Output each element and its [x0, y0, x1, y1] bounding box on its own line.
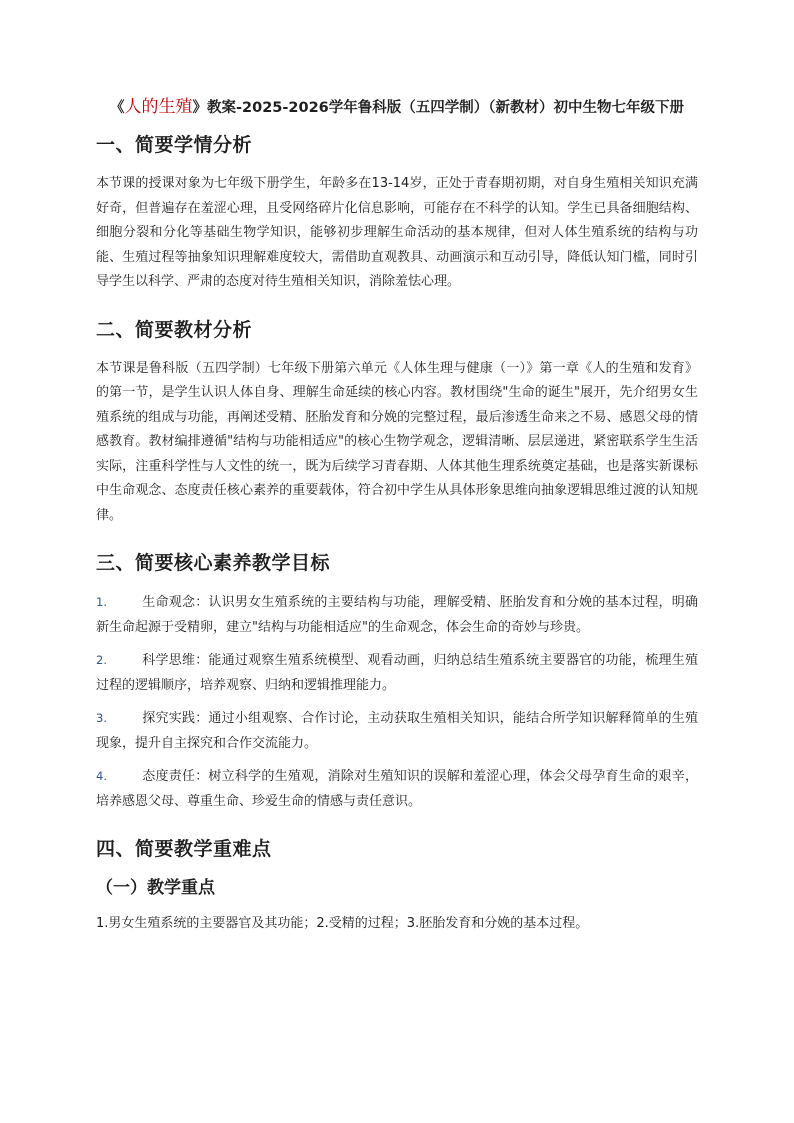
list-item: [96, 706, 698, 756]
section-paragraph: 本节课是鲁科版（五四学制）七年级下册第六单元《人体生理与健康（一）》第一章《人的生殖和发育》的第一节，是学生认识人体自身、理解生命延续的核心内容。教材围绕"生命的诞生"展开，先介绍男女生殖系统的组成与功能，再阐述受精、胚胎发育和分娩的完整过程，最后渗透生命来之不易、感恩父母的情感教育。教材编排遵循"结构与功能相适应"的核心生物学观念，逻辑清晰、层层递进，紧密联系学生生活实际，注重科学性与人文性的统一，既为后续学习青春期、人体其他生理系统奠定基础，也是落实新课标中生命观念、态度责任核心素养的重要载体，符合初中学生从具体形象思维向抽象逻辑思维过渡的认知规律。: [96, 360, 698, 523]
list-item-text: 态度责任：树立科学的生殖观，消除对生殖知识的误解和羞涩心理，体会父母孕育生命的艰辛，培养感恩父母、尊重生命、珍爱生命的情感与责任意识。: [96, 769, 698, 809]
document-title: [96, 96, 698, 120]
goals-list: [96, 590, 698, 814]
title-rest: 》教案-2025-2026学年鲁科版（五四学制）（新教材）初中生物七年级下册: [192, 100, 684, 116]
title-prefix: 《: [110, 100, 125, 116]
title-highlight: 人的生殖: [124, 97, 193, 117]
list-item-number: 4.: [96, 769, 107, 783]
section-heading: 二、简要教材分析: [96, 318, 253, 341]
list-item: [96, 590, 698, 640]
list-item-text: 探究实践：通过小组观察、合作讨论，主动获取生殖相关知识，能结合所学知识解释简单的生殖现象，提升自主探究和合作交流能力。: [96, 711, 698, 751]
section-heading: 一、简要学情分析: [96, 134, 253, 156]
section-heading: 三、简要核心素养教学目标: [96, 552, 331, 574]
list-item-text: 生命观念：认识男女生殖系统的主要结构与功能，理解受精、胚胎发育和分娩的基本过程，明确新生命起源于受精卵，建立"结构与功能相适应"的生命观念，体会生命的奇妙与珍贵。: [96, 595, 698, 635]
subsection-heading: （一）教学重点: [96, 878, 215, 898]
section-key-points: [96, 836, 698, 937]
section-heading: 四、简要教学重难点: [96, 838, 272, 860]
list-item: [96, 764, 698, 814]
section-learner-analysis: [96, 132, 698, 295]
list-item-number: 1.: [96, 595, 107, 609]
list-item-number: 3.: [96, 711, 107, 725]
list-item-number: 2.: [96, 653, 107, 667]
section-paragraph: 本节课的授课对象为七年级下册学生，年龄多在13-14岁，正处于青春期初期，对自身生殖相关知识充满好奇，但普遍存在羞涩心理，且受网络碎片化信息影响，可能存在不科学的认知。学生已具备细胞结构、细胞分裂和分化等基础生物学知识，能够初步理解生命活动的基本规律，但对人体生殖系统的结构与功能、生殖过程等抽象知识理解难度较大，需借助直观教具、动画演示和互动引导，降低认知门槛，同时引导学生以科学、严肃的态度对待生殖相关知识，消除羞怯心理。: [96, 176, 698, 289]
section-textbook-analysis: [96, 317, 698, 529]
section-teaching-goals: [96, 550, 698, 814]
section-paragraph: 1.男女生殖系统的主要器官及其功能；2.受精的过程；3.胚胎发育和分娩的基本过程。: [96, 916, 589, 931]
list-item: [96, 648, 698, 698]
list-item-text: 科学思维：能通过观察生殖系统模型、观看动画，归纳总结生殖系统主要器官的功能，梳理生殖过程的逻辑顺序，培养观察、归纳和逻辑推理能力。: [96, 653, 698, 693]
